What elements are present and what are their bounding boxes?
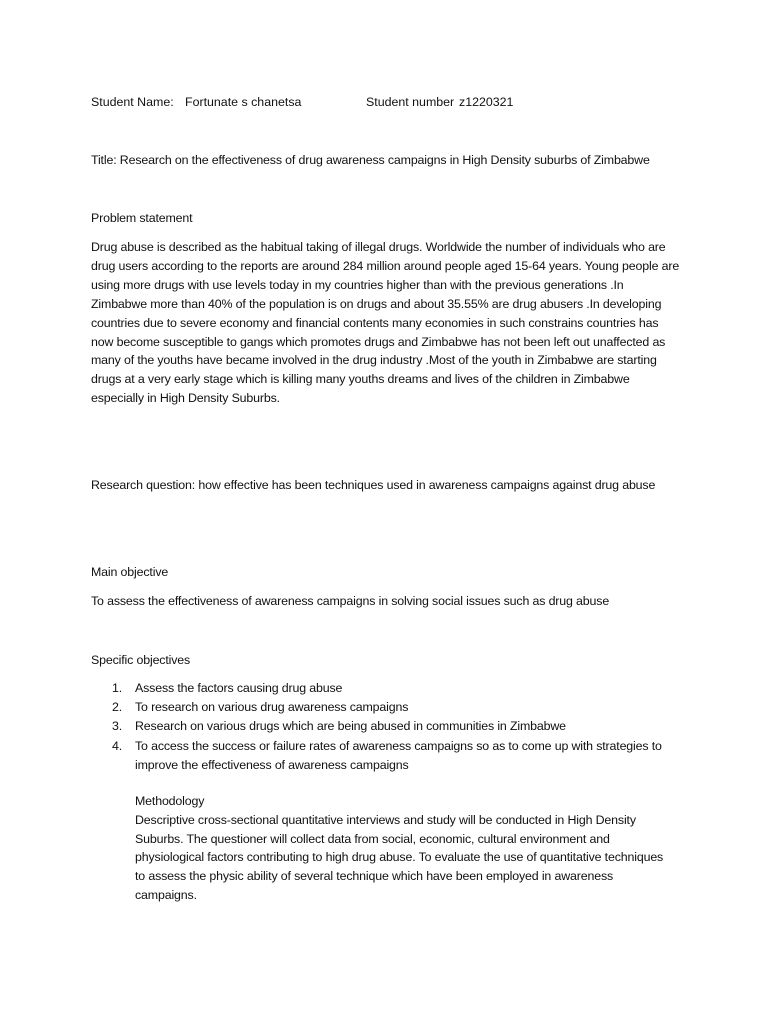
list-item: [91, 679, 681, 698]
list-item-number: 1.: [112, 681, 123, 695]
main-objective-body: To assess the effectiveness of awareness campaigns in solving social issues such as drug abuse: [91, 594, 610, 608]
list-item: [91, 717, 681, 736]
student-number-label: Student number: [366, 95, 455, 109]
specific-objectives-list: [91, 679, 681, 775]
specific-objectives-heading: Specific objectives: [91, 653, 191, 667]
list-item-number: 4.: [112, 738, 123, 753]
methodology-body: Descriptive cross-sectional quantitative interviews and study will be conducted in High Density Suburbs. The questioner will collect data from social, economic, cultural environment and physiological factors contributing to high drug abuse. To evaluate the use of quantitative techniques to assess the physic ability of several technique which have been employed in awareness campaigns.: [135, 812, 664, 902]
student-name-label: Student Name:: [91, 95, 174, 109]
problem-statement-heading: Problem statement: [91, 211, 193, 225]
problem-statement-body: Drug abuse is described as the habitual taking of illegal drugs. Worldwide the number of individuals who are drug users according to the reports are around 284 million around people aged 15-64 years. Young people are using more drugs with use levels today in my countries higher than with the previous generations .In Zimbabwe more than 40% of the population is on drugs and about 35.55% are drug abusers .In developing countries due to severe economy and financial contents many economies in such constrains countries has now become susceptible to gangs which promotes drugs and Zimbabwe has not been left out unaffected as many of the youths have became involved in the drug industry .Most of the youth in Zimbabwe are starting drugs at a very early stage which is killing many youths dreams and lives of the children in Zimbabwe especially in High Density Suburbs.: [91, 240, 680, 406]
list-item-text: To research on various drug awareness campaigns: [135, 700, 409, 715]
list-item-text: To access the success or failure rates of awareness campaigns so as to come up with strategies to improve the effectiveness of awareness campaigns: [135, 738, 662, 772]
main-objective-heading: Main objective: [91, 565, 169, 579]
list-item-number: 3.: [112, 719, 123, 734]
methodology-heading: Methodology: [135, 794, 205, 808]
list-item-text: Research on various drugs which are being abused in communities in Zimbabwe: [135, 719, 566, 734]
student-name-value: Fortunate s chanetsa: [185, 95, 302, 109]
list-item-number: 2.: [112, 700, 123, 715]
list-item-text: Assess the factors causing drug abuse: [135, 681, 343, 695]
methodology-section: [135, 792, 675, 905]
list-item: [91, 737, 681, 775]
list-item: [91, 698, 681, 717]
document-title: Title: Research on the effectiveness of drug awareness campaigns in High Density suburbs of Zimbabwe: [91, 153, 650, 167]
student-number-value: z1220321: [459, 95, 514, 109]
research-question: Research question: how effective has been techniques used in awareness campaigns against drug abuse: [91, 478, 656, 492]
student-info-row: [91, 93, 691, 113]
